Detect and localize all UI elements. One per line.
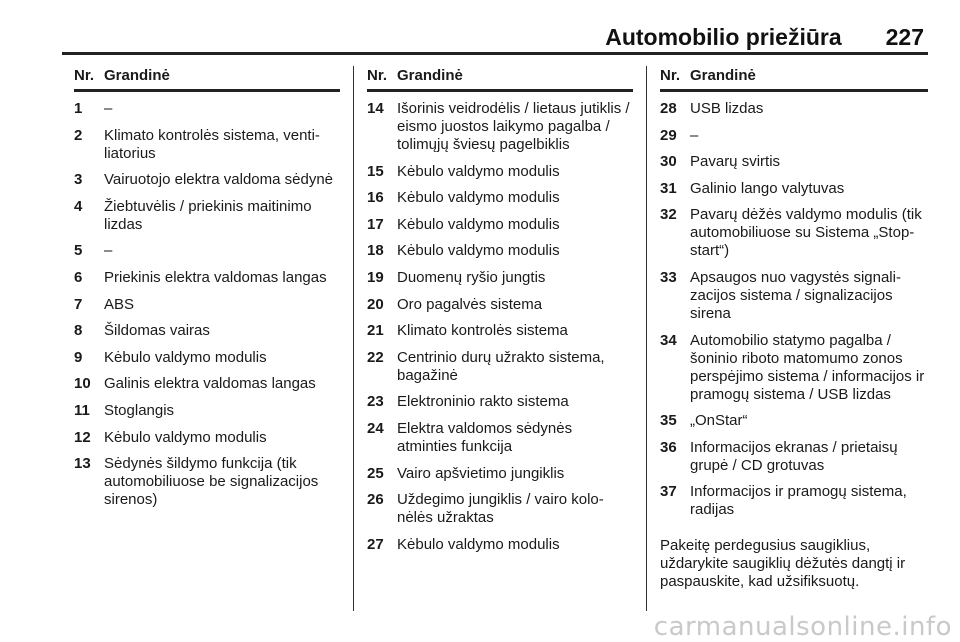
circuit-name: Kėbulo valdymo modulis <box>397 162 560 180</box>
table-row <box>660 180 928 198</box>
fuse-number: 30 <box>660 153 677 171</box>
watermark: carmanualsonline.info <box>653 612 952 642</box>
table-row <box>367 100 633 154</box>
circuit-name: Žiebtuvėlis / priekinis maitinimo lizdas <box>104 197 312 233</box>
fuse-number: 26 <box>367 491 384 509</box>
fuse-number: 29 <box>660 126 677 144</box>
circuit-name: Klimato kontrolės sistema <box>397 322 568 340</box>
fuse-number: 18 <box>367 242 384 260</box>
fuse-list <box>74 100 340 509</box>
circuit-name: Kėbulo valdymo modulis <box>397 215 560 233</box>
table-header <box>660 66 928 92</box>
table-row <box>660 206 928 260</box>
fuse-number: 10 <box>74 375 91 393</box>
circuit-name: Pavarų svirtis <box>690 153 781 171</box>
fuse-number: 24 <box>367 419 384 437</box>
table-row <box>660 332 928 404</box>
table-row <box>74 198 340 234</box>
fuse-number: 3 <box>74 171 83 189</box>
table-row <box>74 455 340 509</box>
table-row <box>660 100 928 118</box>
fuse-number: 32 <box>660 206 677 224</box>
fuse-number: 19 <box>367 268 384 286</box>
fuse-number: 21 <box>367 322 384 340</box>
fuse-number: 17 <box>367 215 384 233</box>
fuse-number: 14 <box>367 100 384 117</box>
circuit-name: Priekinis elektra valdomas langas <box>104 268 327 286</box>
fuse-column-3 <box>660 66 928 591</box>
fuse-number: 34 <box>660 331 677 349</box>
circuit-name: Informacijos ir pramogų sistema, radijas <box>690 483 907 519</box>
fuse-number: 31 <box>660 179 677 197</box>
table-row <box>74 296 340 314</box>
circuit-name: Kėbulo valdymo modulis <box>397 189 560 207</box>
circuit-name: Galinio lango valytuvas <box>690 179 845 197</box>
fuse-number: 37 <box>660 483 677 501</box>
fuse-column-1 <box>74 66 340 518</box>
table-row <box>367 465 633 483</box>
circuit-name: Sėdynės šildymo funkcija (tik automobiliuose be signalizacijos sirenos) <box>104 455 319 509</box>
table-row <box>367 536 633 554</box>
circuit-name: Išorinis veidrodėlis / lietaus jutiklis / eismo juostos laikymo pagalba / tolimųjų šviesų pagelbiklis <box>397 100 630 153</box>
header-nr: Nr. <box>660 67 681 84</box>
circuit-name: ABS <box>104 295 135 313</box>
circuit-name: USB lizdas <box>690 100 764 117</box>
table-row <box>74 242 340 260</box>
circuit-name: „OnStar“ <box>690 412 748 430</box>
page-number: 227 <box>885 24 924 50</box>
table-header <box>74 66 340 92</box>
fuse-number: 13 <box>74 455 91 473</box>
column-divider <box>353 66 354 611</box>
fuse-number: 7 <box>74 295 83 313</box>
table-row <box>367 393 633 411</box>
table-row <box>74 171 340 189</box>
table-row <box>660 269 928 323</box>
circuit-name: Stoglangis <box>104 401 175 419</box>
circuit-name: Centrinio durų užrakto sistema, bagažinė <box>397 348 605 384</box>
circuit-name: Vairuotojo elektra valdoma sėdynė <box>104 171 334 189</box>
fuse-number: 15 <box>367 162 384 180</box>
circuit-name: Kėbulo valdymo modulis <box>397 242 560 260</box>
circuit-name: Kėbulo valdymo modulis <box>104 428 267 446</box>
table-row <box>74 322 340 340</box>
fuse-number: 35 <box>660 412 677 430</box>
fuse-number: 23 <box>367 393 384 411</box>
header-circuit: Grandinė <box>690 67 756 84</box>
table-row <box>367 189 633 207</box>
fuse-column-2 <box>367 66 633 562</box>
circuit-name: – <box>104 242 113 260</box>
table-row <box>660 439 928 475</box>
instruction-note: Pakeitę perdegusius saugiklius, uždarykite saugiklių dėžutės dangtį ir paspauskite, kad užsifiksuotų. <box>660 537 906 591</box>
page-header <box>605 24 924 51</box>
header-nr: Nr. <box>74 67 95 84</box>
circuit-name: Elektroninio rakto sistema <box>397 393 569 411</box>
fuse-number: 1 <box>74 100 83 117</box>
circuit-name: Pavarų dėžės valdymo modulis (tik automobiliuose su Sistema „Stop-start“) <box>690 206 922 260</box>
header-rule <box>62 52 928 55</box>
table-row <box>367 420 633 456</box>
table-row <box>660 412 928 430</box>
circuit-name: Duomenų ryšio jungtis <box>397 268 546 286</box>
table-row <box>367 242 633 260</box>
circuit-name: Galinis elektra valdomas langas <box>104 375 316 393</box>
table-row <box>74 127 340 163</box>
fuse-number: 9 <box>74 348 83 366</box>
fuse-number: 11 <box>74 401 90 419</box>
fuse-number: 12 <box>74 428 91 446</box>
fuse-number: 27 <box>367 535 384 553</box>
circuit-name: Apsaugos nuo vagystės signalizacijos sistema / signalizacijos sirena <box>690 268 901 322</box>
table-row <box>660 153 928 171</box>
fuse-number: 20 <box>367 295 384 313</box>
table-row <box>367 296 633 314</box>
circuit-name: Oro pagalvės sistema <box>397 295 543 313</box>
table-row <box>74 349 340 367</box>
table-row <box>367 216 633 234</box>
header-nr: Nr. <box>367 67 388 84</box>
fuse-number: 33 <box>660 268 677 286</box>
fuse-number: 6 <box>74 268 83 286</box>
table-row <box>74 100 340 118</box>
table-row <box>74 375 340 393</box>
table-row <box>74 269 340 287</box>
table-row <box>367 163 633 181</box>
circuit-name: – <box>690 126 699 144</box>
circuit-name: Uždegimo jungiklis / vairo kolonėlės užraktas <box>397 491 604 527</box>
header-circuit: Grandinė <box>397 67 463 84</box>
table-row <box>74 402 340 420</box>
table-row <box>660 127 928 145</box>
circuit-name: Vairo apšvietimo jungiklis <box>397 464 565 482</box>
table-row <box>74 429 340 447</box>
fuse-number: 22 <box>367 348 384 366</box>
circuit-name: Klimato kontrolės sistema, ventiliatorius <box>104 126 320 162</box>
fuse-number: 5 <box>74 242 83 260</box>
circuit-name: Kėbulo valdymo modulis <box>104 348 267 366</box>
circuit-name: Kėbulo valdymo modulis <box>397 535 560 553</box>
page-title: Automobilio priežiūra <box>605 24 842 50</box>
table-header <box>367 66 633 92</box>
circuit-name: Informacijos ekranas / prietaisų grupė / CD grotuvas <box>690 438 898 474</box>
fuse-number: 25 <box>367 464 384 482</box>
table-row <box>367 322 633 340</box>
header-circuit: Grandinė <box>104 67 170 84</box>
fuse-number: 8 <box>74 322 83 340</box>
circuit-name: – <box>104 100 113 117</box>
table-row <box>367 269 633 287</box>
fuse-number: 16 <box>367 189 384 207</box>
fuse-number: 4 <box>74 197 83 215</box>
fuse-list <box>367 100 633 554</box>
circuit-name: Šildomas vairas <box>104 322 210 340</box>
circuit-name: Elektra valdomos sėdynės atminties funkcija <box>397 419 573 455</box>
circuit-name: Automobilio statymo pagalba / šoninio riboto matomumo zonos perspėjimo sistema / informacijos ir pramogų sistema / USB lizdas <box>690 331 925 403</box>
fuse-list <box>660 100 928 519</box>
fuse-number: 28 <box>660 100 677 117</box>
fuse-number: 36 <box>660 438 677 456</box>
column-divider <box>646 66 647 611</box>
table-row <box>660 483 928 519</box>
table-row <box>367 349 633 385</box>
fuse-number: 2 <box>74 126 83 144</box>
table-row <box>367 491 633 527</box>
